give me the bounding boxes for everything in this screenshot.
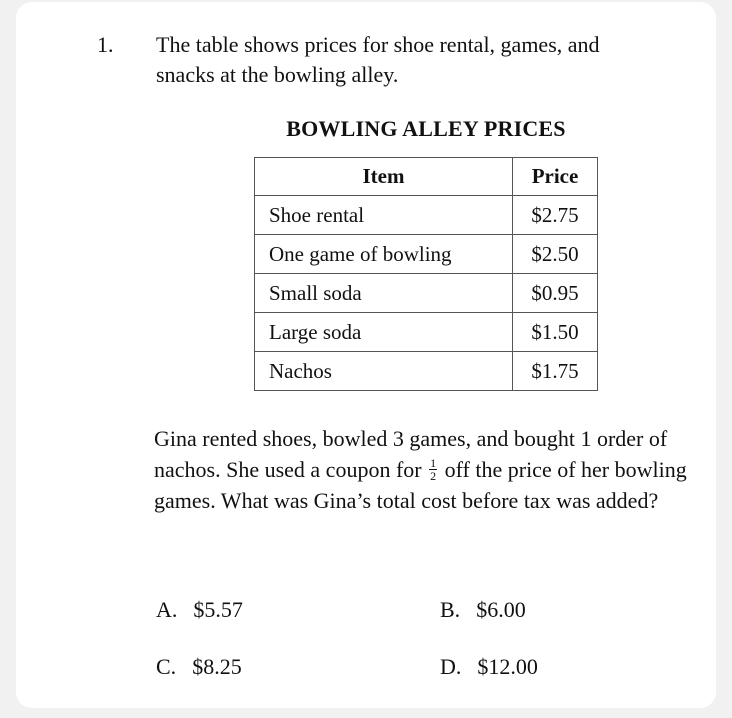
table-header-row [255, 158, 598, 196]
row-item: Small soda [255, 274, 513, 313]
question-text [154, 423, 714, 516]
choice-d-value: $12.00 [477, 654, 538, 679]
question-number: 1. [97, 32, 114, 57]
question-card [16, 2, 716, 708]
table-title: BOWLING ALLEY PRICES [286, 116, 566, 141]
row-price: $2.75 [513, 196, 598, 235]
choice-a-value: $5.57 [193, 597, 243, 622]
stem-line-2: snacks at the bowling alley. [156, 62, 399, 87]
stem-line-1: The table shows prices for shoe rental, games, and [156, 32, 600, 57]
row-price: $0.95 [513, 274, 598, 313]
table-row [255, 196, 598, 235]
table-row [255, 274, 598, 313]
table-row [255, 235, 598, 274]
choice-b-value: $6.00 [476, 597, 526, 622]
choice-c-letter: C. [156, 654, 177, 679]
choice-b-letter: B. [440, 597, 461, 622]
table-row [255, 313, 598, 352]
choice-d-letter: D. [440, 654, 462, 679]
choice-a[interactable] [156, 597, 243, 623]
table-row [255, 352, 598, 391]
row-item: Large soda [255, 313, 513, 352]
fraction-numerator: 1 [430, 456, 437, 471]
row-price: $2.50 [513, 235, 598, 274]
row-price: $1.50 [513, 313, 598, 352]
fraction-denominator: 2 [430, 469, 437, 484]
row-item: One game of bowling [255, 235, 513, 274]
row-price: $1.75 [513, 352, 598, 391]
question-text-part-2: off the price of her bowling games. What was Gina’s total cost before tax was added? [154, 457, 687, 513]
one-half-fraction [429, 457, 437, 482]
header-item: Item [255, 158, 513, 196]
row-item: Shoe rental [255, 196, 513, 235]
choice-b[interactable] [440, 597, 526, 623]
question-text-part-1: Gina rented shoes, bowled 3 games, and bought 1 order of nachos. She used a coupon for [154, 426, 668, 482]
choice-a-letter: A. [156, 597, 178, 622]
choice-c[interactable] [156, 654, 242, 680]
row-item: Nachos [255, 352, 513, 391]
prices-table [254, 157, 598, 391]
choice-d[interactable] [440, 654, 538, 680]
header-price: Price [513, 158, 598, 196]
question-stem [156, 30, 716, 90]
choice-c-value: $8.25 [192, 654, 242, 679]
